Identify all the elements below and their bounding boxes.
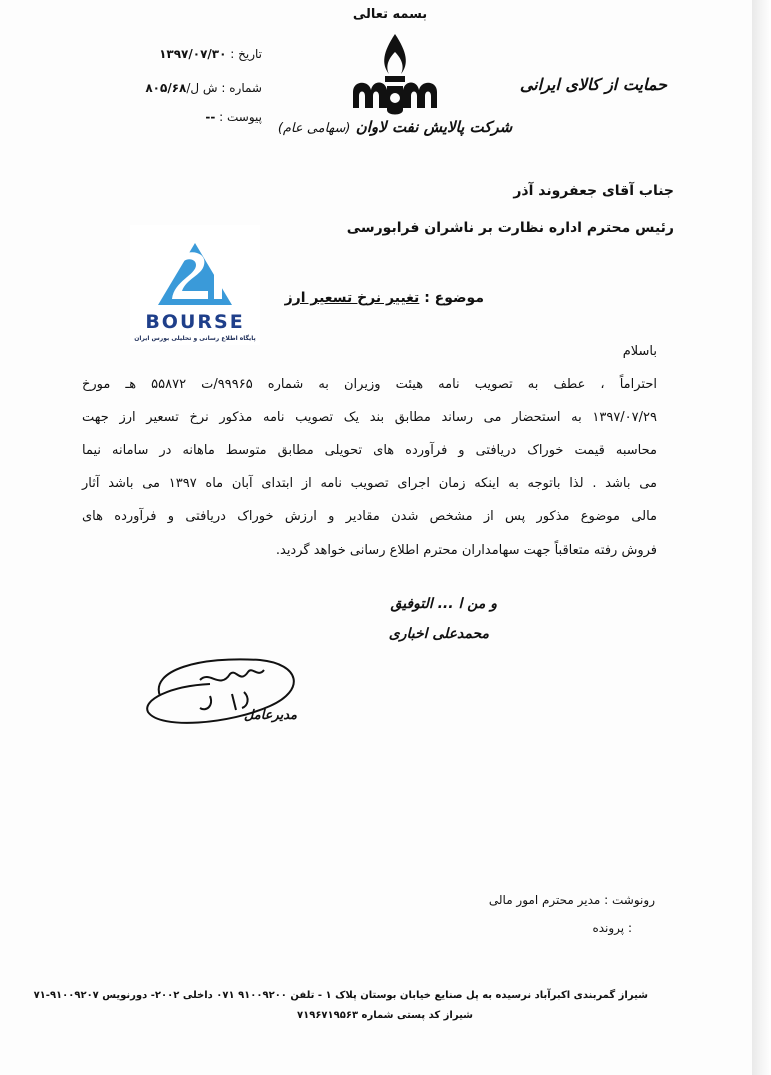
subject-label: موضوع : xyxy=(424,290,484,306)
footer-address: شیراز گمربندی اکبرآباد نرسیده به پل صنایع خیابان بوستان پلاک ۱ - تلفن ۹۱۰۰۹۲۰۰ ۰۷۱ داخلی ۲۰۰۲- دورنویس ۹۱۰۰۹۲۰۷-۷۱ xyxy=(33,990,648,1001)
salutation: باسلام xyxy=(622,344,657,359)
company-type: (سهامی عام) xyxy=(277,121,351,136)
attachment-row xyxy=(112,110,262,124)
company-logo-icon xyxy=(345,30,445,122)
signer-title: مدیرعامل xyxy=(243,708,297,723)
number-value: ۸۰۵/۶۸ xyxy=(145,81,187,95)
attachment-value: -- xyxy=(205,110,216,124)
closing-phrase: و من ا ... التوفیق xyxy=(390,596,497,612)
company-name-text: شرکت پالایش نفت لاوان xyxy=(355,118,513,136)
body-line: مالی موضوع مذکور پس از مشخص شدن مقادیر و ارزش خوراک دریافتی و فرآورده های xyxy=(82,509,657,524)
number-row xyxy=(112,81,262,95)
number-label: شماره : ش ل/ xyxy=(186,81,262,95)
attachment-label: پیوست : xyxy=(219,110,262,124)
slogan-text: حمایت از کالای ایرانی xyxy=(519,75,667,94)
cc-line: رونوشت : مدیر محترم امور مالی xyxy=(488,893,655,907)
subject-line xyxy=(285,290,484,306)
footer-postal: شیراز کد پستی شماره ۷۱۹۶۷۱۹۵۶۳ xyxy=(297,1010,473,1021)
date-label: تاریخ : xyxy=(230,47,262,61)
company-name xyxy=(260,118,530,136)
body-line: احتراماً ، عطف به تصویب نامه هیئت وزیران به شماره ۹۹۹۶۵/ت ۵۵۸۷۲ هـ مورخ xyxy=(82,377,657,392)
recipient-name: جناب آقای جعفروند آذر xyxy=(513,183,674,199)
scan-edge xyxy=(752,0,771,1075)
date-value: ۱۳۹۷/۰۷/۳۰ xyxy=(159,47,227,61)
body-line: محاسبه قیمت خوراک دریافتی و فرآورده های تحویلی مطابق متوسط ماهانه در سامانه نیما xyxy=(82,443,657,458)
subject-text: تغییر نرخ تسعیر ارز xyxy=(284,290,420,306)
signer-name: محمدعلی اخباری xyxy=(388,626,489,642)
bourse-logo-icon xyxy=(130,225,260,311)
body-line: ۱۳۹۷/۰۷/۲۹ به استحضار می رساند مطابق بند یک تصویب نامه مذکور نرخ تسعیر ارز جهت xyxy=(82,410,657,425)
cc-line: : پرونده xyxy=(592,921,632,935)
bourse-caption: پایگاه اطلاع رسانی و تحلیلی بورس ایران xyxy=(134,335,256,342)
body-line: می باشد . لذا باتوجه به اینکه زمان اجرای تصویب نامه از ابتدای آبان ماه ۱۳۹۷ می باشد آثار xyxy=(82,476,657,491)
date-row xyxy=(112,47,262,61)
bourse-word: BOURSE xyxy=(145,311,245,333)
body-line: فروش رفته متعاقباً جهت سهامداران محترم اطلاع رسانی خواهد گردید. xyxy=(275,543,657,558)
recipient-title: رئیس محترم اداره نظارت بر ناشران فرابورسی xyxy=(346,220,674,236)
bourse-watermark xyxy=(130,225,260,345)
bismillah-heading: بسمه تعالی xyxy=(352,7,428,22)
